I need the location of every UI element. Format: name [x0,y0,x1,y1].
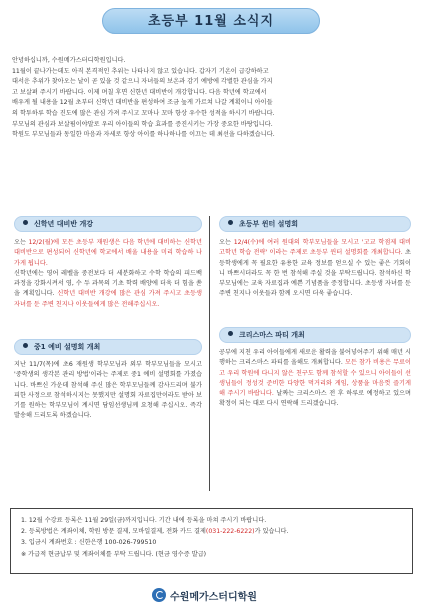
intro-line: 고 보살펴 주시기 바랍니다. 이제 며칠 후면 신한년 대비반이 개강합니다. 다음 학년에 학교에서 [12,88,267,96]
section-heading-info-session: 중1 예비 설명회 개최 [14,339,202,355]
bullet-icon [228,220,233,225]
winter-session-body: 오는 12/4(수)에 여러 원대의 학부모님들을 모시고 '고교 학점제 대비 고학년 학습 전략' 이라는 주제로 초등부 윈터 설명회를 개최합니다. 초등학생에게 꼭 필요한 유용한 교육 정보를 얻으실 수 있는 좋은 기회이니 바쁘시더라도 꼭 한 번 참석해 주실 것을 부탁드립니다. 참석하신 학부모님에는 교육 자료집과 예쁜 기념품을 증정합니다. 초등생 자녀를 둔 주변 친지나 이웃들과 함께 오시면 더욱 좋습니다. [219,239,412,298]
notice-item: 3. 입금시 계좌번호 : 신한은행 100-026-799510 [21,539,157,547]
bullet-icon [228,331,233,336]
newsletter-title: 초등부 11월 소식지 [102,8,320,34]
new-grade-body: 오는 12/2(월)에 모든 초등부 재원생은 다음 학년에 대비하는 신학년 대비반으로 편성되어 신학년에 학교에서 배울 내용을 미리 학습하 나가게 됩니다. 신학년에는 영어 레벨을 중전보다 더 세분화하고 수학 학습의 피드백 과정을 강화시켜서 영, 수 두 과목의 기초 학력 배양에 더욱 더 힘을 쏟을 계획입니다. 신학년 대비반 개강에 많은 관심 가져 주시고 초등생 자녀를 둔 주변 친지나 이웃들에게 많은 전해주십시오. [14,239,202,308]
payment-notice-box [10,508,413,574]
notice-item: 2. 등록방법은 계좌이체, 학원 방문 결제, 모바일결제, 전화 카드 결제(031-222-6222)가 있습니다. [21,528,289,536]
section-heading-winter-session: 초등부 윈터 설명회 [219,216,411,232]
academy-logo-text: 수원메가스터디학원 [170,591,257,603]
academy-logo-icon [152,588,166,602]
academy-logo [152,585,257,605]
notice-item: 1. 12월 수강료 등록은 11월 29일(금)까지입니다. 기간 내에 등록을 마쳐 주시기 바랍니다. [21,517,267,524]
intro-line: 학원도 부모님들과 동일한 마음과 자세로 항상 아이를 하나하나를 이끄는 데 최선을 다하겠습니다. [12,131,275,139]
intro-paragraph [12,56,412,141]
bullet-icon [23,343,28,348]
intro-line: 11월이 끝나가는데도 아직 본격적인 추위는 나타나지 않고 있습니다. 갑자기 기온이 급강하하고 [12,67,269,75]
intro-line: 의 학투하루 학습 진도에 많은 관심 가져 주시고 꼬마나 꼬마 항상 우수한 성적을 하시기 바랍니다. [12,109,275,117]
column-divider [209,216,210,491]
section-heading-new-grade: 신학년 대비반 개강 [14,216,202,232]
intro-line: 배우게 될 내용을 12월 초부터 신학년 대비반을 편성하여 조금 높게 가르쳐 나갈 계획이니 아이들 [12,99,273,107]
bullet-icon [23,220,28,225]
intro-greeting: 안녕하십니까, 수원메가스터디학원입니다. [12,57,126,64]
info-session-body: 지난 11/7(목)에 초6 재원생 학부모님과 외부 학부모님들을 모시고 '중학생의 생각본 관리 방법'이라는 주제로 중1 예비 설명회를 가졌습니다. 바쁘신 가운데 참석해 주신 많은 학부모님들께 감사드리며 불가피한 사정으로 참석하시지는 못했지만 설명회 자료집만이라도 받아 보기를 원하는 학부모님이 계시면 담임선생님께 요청해 주십시오. 즉각 발송해 드리도록 하겠습니다. [14,361,202,420]
intro-line: 대서운 추위가 찾아오는 날이 곧 있을 것 같으니 자녀들의 보온과 감기 예방에 각별한 관심을 가지 [12,78,273,86]
christmas-body: 공부에 지친 우리 아이들에게 새로운 활력을 불어넣어주기 위해 매년 시행하는 크리스마스 파티를 올해도 개최합니다. 모든 참가 비용은 무료이고 우리 학원에 다니지 않은 친구도 함께 참석할 수 있으니 아이들이 선생님들이 정성것 준비한 다양한 먹거리와 게임, 상품을 마음껏 즐기게 해 주시기 바랍니다. 날짜는 크리스마스 전 후 하루로 예정하고 있으며 확정이 되는 대로 다시 연락해 드리겠습니다. [219,349,412,408]
intro-line: 부모님의 관심과 보살핌이야말로 우리 아이들의 학습 효과를 증진시키는 가장 중요한 바탕입니다. [12,120,273,128]
notice-note: ※ 가급적 현금납부 및 계좌이체를 부탁 드립니다. (현금 영수증 발급) [21,550,207,558]
section-heading-christmas: 크리스마스 파티 개최 [219,327,411,343]
